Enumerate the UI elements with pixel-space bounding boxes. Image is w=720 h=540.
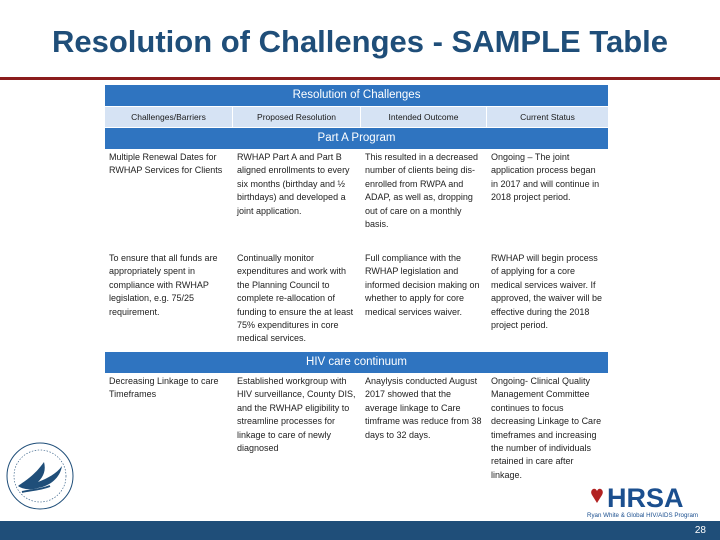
table-cell: Anaylysis conducted August 2017 showed that the average linkage to Care timframe was reduce from 38 days to 32 days. — [361, 374, 487, 484]
logo-wordmark: HRSA — [607, 483, 684, 513]
column-header: Challenges/Barriers — [105, 107, 233, 128]
logo-subtitle: Ryan White & Global HIV/AIDS Program — [587, 512, 699, 519]
table-cell: To ensure that all funds are appropriately spent in compliance with RWHAP legislation, e.g. 75/25 requirement. — [105, 240, 233, 352]
table-cell: This resulted in a decreased number of clients being dis-enrolled from RWPA and ADAP, as well as, dropping out of care on a monthly basis. — [361, 150, 487, 240]
section-header-part-a: Part A Program — [105, 128, 609, 150]
page-number: 28 — [694, 525, 706, 536]
hhs-seal-icon — [4, 440, 76, 512]
table-cell: Decreasing Linkage to care Timeframes — [105, 374, 233, 484]
table-row — [105, 240, 609, 352]
column-header: Current Status — [487, 107, 609, 128]
slide-title: Resolution of Challenges - SAMPLE Table — [51, 24, 669, 59]
table-row — [105, 374, 609, 484]
table-row — [105, 150, 609, 240]
table-cell: Ongoing- Clinical Quality Management Committee continues to focus decreasing Linkage to Care timeframes and increasing the number of individuals retained in care after linkage. — [487, 374, 609, 484]
resolution-table — [104, 84, 608, 484]
table-title: Resolution of Challenges — [105, 85, 609, 107]
title-divider — [0, 77, 720, 80]
table-cell: RWHAP will begin process of applying for a core medical services waiver. If approved, the waiver will be effective during the 2018 project period. — [487, 240, 609, 352]
ribbon-icon — [591, 489, 603, 503]
table-cell: Ongoing – The joint application process began in 2017 and will continue in 2018 project period. — [487, 150, 609, 240]
table-cell: RWHAP Part A and Part B aligned enrollments to every six months (birthday and ½ birthdays) and developed a joint application. — [233, 150, 361, 240]
table-cell: Full compliance with the RWHAP legislation and informed decision making on whether to apply for core medical services waiver. — [361, 240, 487, 352]
footer-bar — [0, 521, 720, 540]
table-cell: Multiple Renewal Dates for RWHAP Services for Clients — [105, 150, 233, 240]
table-cell: Continually monitor expenditures and work with the Planning Council to complete re-allocation of funding to ensure the at least 75% expenditures in core medical services. — [233, 240, 361, 352]
column-header: Proposed Resolution — [233, 107, 361, 128]
hrsa-logo — [585, 483, 713, 519]
table-header-row — [105, 107, 609, 128]
column-header: Intended Outcome — [361, 107, 487, 128]
section-header-hiv-care-continuum: HIV care continuum — [105, 352, 609, 374]
table-cell: Established workgroup with HIV surveillance, County DIS, and the RWHAP eligibility to streamline processes for linkage to care of newly diagnosed — [233, 374, 361, 484]
